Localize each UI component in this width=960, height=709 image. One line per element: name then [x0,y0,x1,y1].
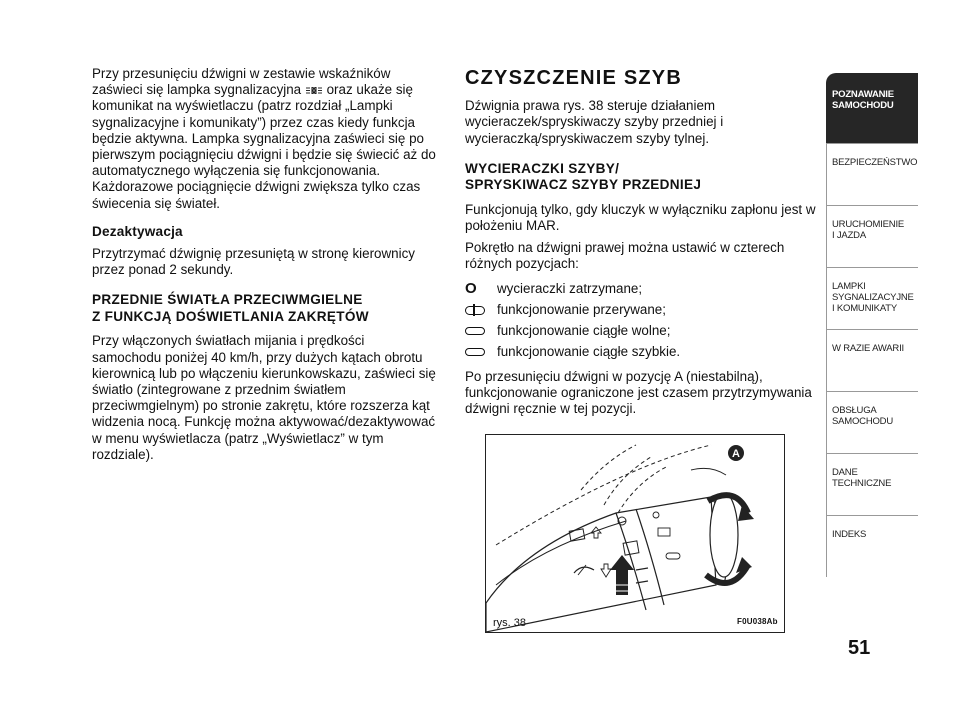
page-number: 51 [848,637,871,659]
tab-obsluga-samochodu[interactable]: OBSŁUGA SAMOCHODU [826,391,918,453]
tab-poznawanie-samochodu[interactable]: POZNAWANIE SAMOCHODU [826,73,918,143]
fast-symbol-icon [465,348,485,356]
tab-dane-techniczne[interactable]: DANE TECHNICZNE [826,453,918,515]
list-item: funkcjonowanie przerywane; [465,300,820,321]
list-item: funkcjonowanie ciągłe wolne; [465,321,820,342]
tab-indeks[interactable]: INDEKS [826,515,918,577]
fog-lights-text: Przy włączonych światłach mijania i prędkości samochodu poniżej 40 km/h, przy dużych kątach obrotu kierownicą lub po włączeniu kierunkowskazu, zaświeci się światło (zintegrowane z przednim światłem przeciwmgielnym) po stronie zakrętu, które rozszerza kąt widzenia nocą. Funkcję można aktywować/dezaktywować w menu wyświetlacza (patrz „Wyświetlacz” w tym rozdziale). [92,333,436,462]
tab-w-razie-awarii[interactable]: W RAZIE AWARII [826,329,918,391]
tab-lampki-sygnalizacyjne[interactable]: LAMPKI SYGNALIZACYJNE I KOMUNIKATY [826,267,918,329]
slow-symbol-icon [465,327,485,335]
wipers-p2: Pokrętło na dźwigni prawej można ustawić w czterech różnych pozycjach: [465,240,785,272]
deactivation-heading: Dezaktywacja [92,223,183,239]
wipers-p3: Po przesunięciu dźwigni w pozycję A (niestabilną), funkcjonowanie ograniczone jest czasem przytrzymywania dźwigni ręcznie w tej pozycji. [465,368,812,417]
fog-lights-heading: PRZEDNIE ŚWIATŁA PRZECIWMGIELNE Z FUNKCJĄ DOŚWIETLANIA ZAKRĘTÓW [92,292,369,324]
right-column [465,66,820,423]
chapter-sidebar [826,73,918,577]
section-intro: Dźwignia prawa rys. 38 steruje działaniem wycieraczek/spryskiwaczy szyby przedniej i wycieraczką/spryskiwaczem szyby tylnej. [465,98,724,146]
intro-paragraph: Przy przesunięciu dźwigni w zestawie wskaźników zaświeci się lampka sygnalizacyjna oraz ukaże się komunikat na wyświetlaczu (patrz rozdział „Lampki sygnalizacyjne i komunikaty”) przez czas kiedy funkcja będzie aktywna. Lampka sygnalizacyjna zaświeci się po pierwszym pociągnięciu dźwigni i będzie się świecić aż do automatycznego wyłączenia się funkcjonowania. Każdorazowe pociągnięcie dźwigni zwiększa tylko czas świecenia się świateł. [92,66,436,211]
intermittent-symbol-icon [465,306,485,315]
section-title: CZYSZCZENIE SZYB [465,67,682,89]
tab-bezpieczenstwo[interactable]: BEZPIECZEŃSTWO [826,143,918,205]
positions-list [465,279,820,363]
wipers-heading: WYCIERACZKI SZYBY/ SPRYSKIWACZ SZYBY PRZEDNIEJ [465,160,702,193]
tab-uruchomienie-i-jazda[interactable]: URUCHOMIENIE I JAZDA [826,205,918,267]
fog-light-icon [305,86,323,95]
figure-code: F0U038Ab [737,617,778,626]
position-a-label: A [732,448,740,460]
list-item: O wycieraczki zatrzymane; [465,280,643,298]
figure-wiper-lever [485,434,785,633]
wipers-p1: Funkcjonują tylko, gdy kluczyk w wyłączniku zapłonu jest w położeniu MAR. [465,201,816,234]
wiper-lever-illustration [486,435,784,632]
list-item: funkcjonowanie ciągłe szybkie. [465,342,820,363]
figure-caption: rys. 38 [493,617,527,629]
left-column [92,66,437,473]
deactivation-text: Przytrzymać dźwignię przesuniętą w stronę kierownicy przez ponad 2 sekundy. [92,246,415,278]
off-symbol-icon: O [465,280,477,298]
